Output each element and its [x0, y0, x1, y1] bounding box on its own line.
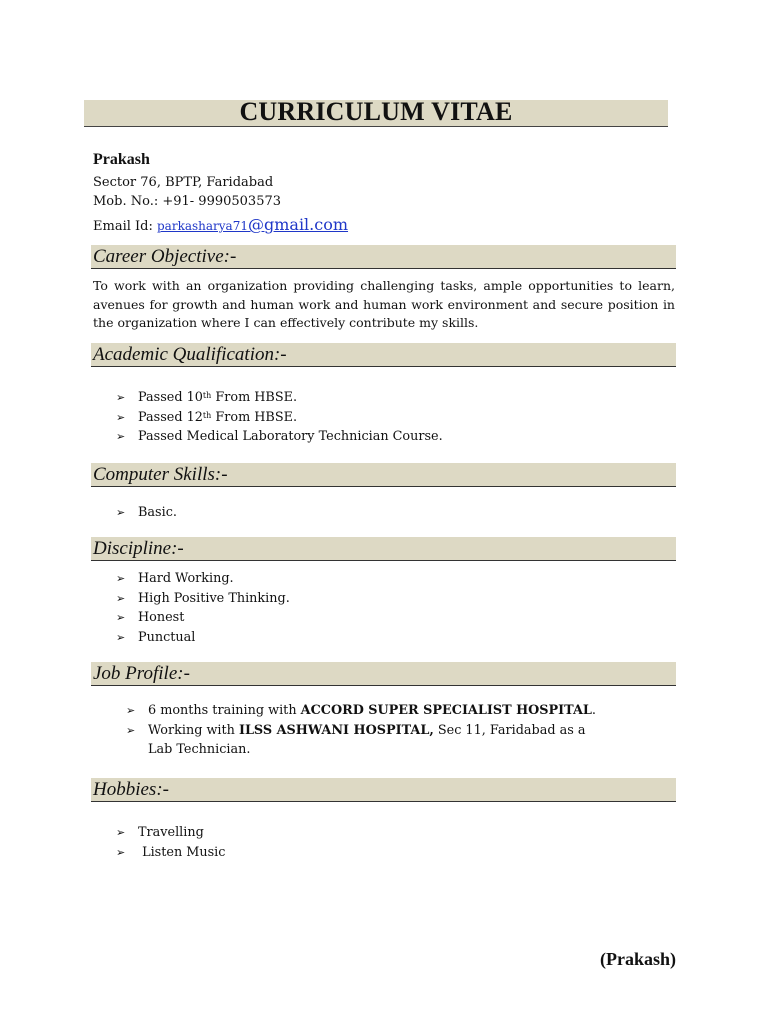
discipline-list	[116, 569, 416, 647]
arrowhead-bullet-icon: ➢	[116, 506, 126, 519]
list-item: ➢ 6 months training with ACCORD SUPER SPECIALIST HOSPITAL.	[126, 703, 596, 718]
list-item: ➢ Passed 12th From HBSE.	[116, 409, 298, 425]
list-item: ➢ High Positive Thinking.	[116, 590, 290, 606]
signature-name: (Prakash)	[600, 949, 676, 969]
arrowhead-bullet-icon: ➢	[116, 845, 126, 859]
list-item: ➢ Hard Working.	[116, 571, 234, 586]
arrowhead-bullet-icon: ➢	[116, 572, 126, 585]
document-title: CURRICULUM VITAE	[239, 97, 513, 126]
mobile-number: Mob. No.: +91- 9990503573	[93, 194, 282, 209]
email-link[interactable]	[157, 215, 349, 234]
list-item: ➢ Passed 10th From HBSE.	[116, 390, 298, 405]
list-item: ➢ Honest	[116, 610, 185, 625]
discipline-header	[91, 537, 676, 561]
section-heading: Computer Skills:-	[93, 464, 228, 485]
list-item: ➢ Working with ILSS ASHWANI HOSPITAL, Sec 11, Faridabad as a Lab Technician.	[126, 722, 586, 757]
section-heading: Discipline:-	[93, 538, 184, 559]
arrowhead-bullet-icon: ➢	[126, 723, 136, 737]
list-item: ➢ Basic.	[116, 505, 177, 520]
candidate-name: Prakash	[93, 151, 150, 168]
arrowhead-bullet-icon: ➢	[116, 410, 126, 424]
academic-list	[116, 388, 566, 447]
title-banner	[84, 97, 668, 127]
career-objective-text: To work with an organization providing challenging tasks, ample opportunities to learn, avenues for growth and human work and human work environment and secure position in the organization where I can effectively contribute my skills.	[93, 278, 675, 330]
email-domain: @gmail.com	[247, 215, 349, 234]
list-item: ➢ Punctual	[116, 629, 196, 645]
arrowhead-bullet-icon: ➢	[116, 611, 126, 624]
computer-skills-header	[91, 463, 676, 487]
arrowhead-bullet-icon: ➢	[126, 704, 136, 717]
hobbies-header	[91, 778, 676, 802]
section-heading: Academic Qualification:-	[93, 344, 287, 365]
list-item: ➢ Listen Music	[116, 844, 226, 860]
arrowhead-bullet-icon: ➢	[116, 826, 126, 839]
job-profile-list	[126, 701, 646, 759]
email-label: Email Id:	[93, 219, 153, 234]
section-heading: Career Objective:-	[93, 246, 237, 267]
address: Sector 76, BPTP, Faridabad	[93, 175, 274, 190]
section-heading: Hobbies:-	[93, 779, 169, 800]
arrowhead-bullet-icon: ➢	[116, 591, 126, 605]
arrowhead-bullet-icon: ➢	[116, 630, 126, 644]
academic-qualification-header	[91, 343, 676, 367]
section-heading: Job Profile:-	[93, 663, 190, 684]
arrowhead-bullet-icon: ➢	[116, 430, 126, 443]
email-row	[93, 215, 348, 234]
computer-skills-list	[116, 503, 416, 523]
career-objective-header	[91, 245, 676, 269]
list-item: ➢ Passed Medical Laboratory Technician Course.	[116, 429, 443, 444]
job-profile-header	[91, 662, 676, 686]
hobbies-list	[116, 823, 416, 862]
list-item: ➢ Travelling	[116, 825, 204, 840]
email-user: parkasharya71	[157, 219, 248, 233]
arrowhead-bullet-icon: ➢	[116, 391, 126, 404]
